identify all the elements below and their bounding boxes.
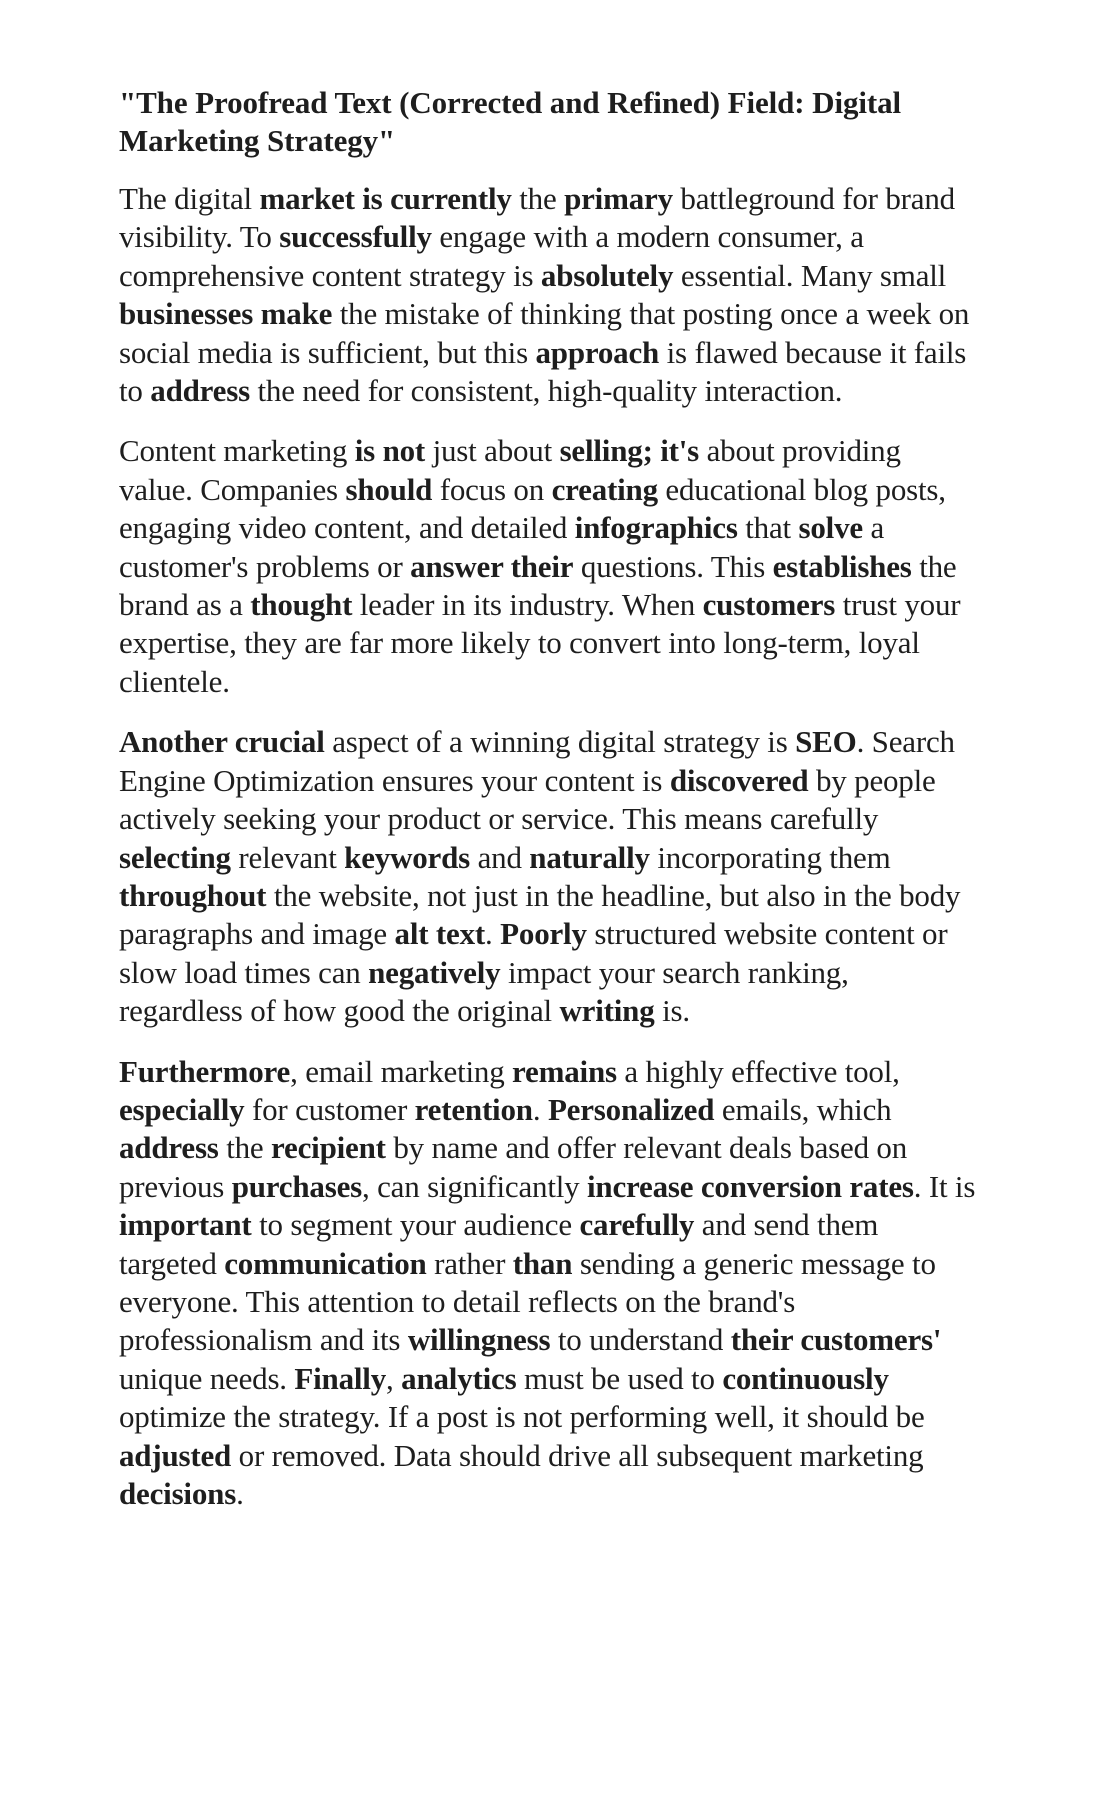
text-run: is.: [654, 993, 690, 1029]
text-run: must be used to: [516, 1360, 723, 1396]
text-run: aspect of a winning digital strategy is: [324, 724, 796, 760]
body-paragraph: [119, 1053, 979, 1514]
text-run: . Search Engine Optimization ensures your content is: [119, 724, 955, 798]
text-run: educational blog posts, engaging video content, and detailed: [119, 471, 946, 546]
text-run: focus on: [432, 471, 552, 507]
bold-text-run: Personalized: [547, 1091, 715, 1127]
text-run: the need for consistent, high-quality interaction.: [249, 373, 843, 409]
text-run: the: [511, 181, 565, 216]
bold-text-run: naturally: [529, 839, 650, 875]
document-body: [119, 180, 979, 1513]
text-run: essential. Many small: [673, 257, 947, 293]
text-run: , email marketing: [290, 1053, 513, 1089]
document-page: [119, 84, 979, 1535]
text-run: sending a generic message to everyone. This attention to detail reflects on the brand's professionalism and its: [119, 1245, 936, 1358]
text-run: a customer's problems or: [119, 510, 885, 584]
text-run: is flawed because it fails to: [119, 334, 967, 409]
bold-text-run: creating: [551, 471, 658, 507]
bold-text-run: purchases: [231, 1168, 362, 1204]
bold-text-run: throughout: [119, 877, 267, 913]
bold-text-run: keywords: [344, 839, 471, 875]
text-run: the mistake of thinking that posting once a week on social media is sufficient, but this: [119, 296, 970, 370]
bold-text-run: discovered: [669, 762, 809, 798]
text-run: and: [470, 839, 530, 875]
text-run: The digital: [119, 181, 260, 216]
bold-text-run: recipient: [271, 1130, 386, 1166]
bold-text-run: adjusted: [119, 1437, 232, 1473]
bold-text-run: approach: [535, 334, 660, 370]
text-run: leader in its industry. When: [352, 587, 703, 623]
text-run: , can significantly: [362, 1168, 587, 1204]
text-run: for customer: [244, 1091, 415, 1127]
text-run: the website, not just in the headline, but also in the body paragraphs and image: [119, 877, 961, 952]
bold-text-run: carefully: [579, 1207, 695, 1243]
bold-text-run: than: [512, 1245, 573, 1281]
text-run: that: [737, 510, 799, 546]
text-run: unique needs.: [119, 1360, 295, 1396]
bold-text-run: solve: [798, 510, 863, 546]
text-run: . It is: [913, 1168, 976, 1204]
text-run: or removed. Data should drive all subsequent marketing: [231, 1437, 924, 1473]
text-run: .: [236, 1476, 244, 1511]
text-run: trust your expertise, they are far more likely to convert into long-term, loyal clientele.: [119, 587, 961, 699]
text-run: and send them targeted: [119, 1207, 879, 1281]
bold-text-run: Poorly: [500, 916, 587, 952]
text-run: ,: [386, 1360, 402, 1396]
bold-text-run: retention: [414, 1091, 533, 1127]
text-run: structured website content or slow load times can: [119, 916, 948, 990]
bold-text-run: thought: [250, 587, 353, 623]
text-run: .: [485, 916, 501, 952]
bold-text-run: analytics: [401, 1360, 517, 1396]
bold-text-run: successfully: [279, 219, 432, 255]
bold-text-run: Another crucial: [119, 724, 325, 760]
text-run: Content marketing: [119, 433, 355, 469]
bold-text-run: writing: [559, 993, 655, 1029]
body-paragraph: [119, 723, 979, 1030]
text-run: to understand: [550, 1322, 731, 1358]
text-run: questions. This: [573, 548, 773, 584]
text-run: battleground for brand visibility. To: [119, 181, 955, 255]
text-run: engage with a modern consumer, a comprehensive content strategy is: [119, 219, 864, 293]
text-run: a highly effective tool,: [616, 1053, 900, 1089]
bold-text-run: address: [150, 373, 250, 409]
bold-text-run: is not: [354, 433, 426, 469]
text-run: impact your search ranking, regardless of how good the original: [119, 954, 849, 1029]
bold-text-run: absolutely: [540, 257, 674, 293]
document-title: "The Proofread Text (Corrected and Refined) Field: Digital Marketing Strategy": [119, 85, 902, 158]
bold-text-run: customers: [702, 587, 836, 623]
text-run: optimize the strategy. If a post is not performing well, it should be: [119, 1399, 925, 1435]
bold-text-run: infographics: [574, 510, 738, 546]
text-run: about providing value. Companies: [119, 433, 901, 507]
bold-text-run: important: [119, 1207, 252, 1243]
body-paragraph: [119, 432, 979, 701]
bold-text-run: market is currently: [259, 181, 512, 216]
text-run: relevant: [230, 839, 345, 875]
bold-text-run: selecting: [119, 839, 231, 875]
bold-text-run: willingness: [407, 1322, 551, 1358]
text-run: just about: [425, 433, 560, 469]
text-run: by people actively seeking your product or service. This means carefully: [119, 762, 936, 837]
bold-text-run: communication: [224, 1245, 427, 1281]
bold-text-run: decisions: [119, 1476, 237, 1511]
text-run: by name and offer relevant deals based on previous: [119, 1130, 908, 1204]
bold-text-run: businesses make: [119, 296, 333, 332]
body-paragraph: [119, 180, 979, 410]
text-run: the: [218, 1130, 272, 1166]
bold-text-run: establishes: [772, 548, 912, 584]
bold-text-run: primary: [564, 181, 673, 216]
text-run: emails, which: [714, 1091, 892, 1127]
text-run: rather: [426, 1245, 513, 1281]
bold-text-run: their customers': [730, 1322, 942, 1358]
text-run: incorporating them: [649, 839, 891, 875]
bold-text-run: answer their: [410, 548, 574, 584]
bold-text-run: selling; it's: [559, 433, 700, 469]
text-run: the brand as a: [119, 548, 957, 623]
bold-text-run: increase conversion rates: [587, 1168, 914, 1204]
bold-text-run: negatively: [368, 954, 501, 990]
bold-text-run: should: [345, 471, 433, 507]
text-run: .: [532, 1091, 548, 1127]
bold-text-run: Furthermore: [119, 1053, 291, 1089]
text-run: to segment your audience: [251, 1207, 580, 1243]
bold-text-run: remains: [512, 1053, 617, 1089]
bold-text-run: alt text: [394, 916, 486, 952]
bold-text-run: especially: [119, 1091, 245, 1127]
bold-text-run: continuously: [722, 1360, 889, 1396]
bold-text-run: SEO: [795, 724, 857, 760]
bold-text-run: Finally: [294, 1360, 387, 1396]
bold-text-run: address: [119, 1130, 219, 1166]
